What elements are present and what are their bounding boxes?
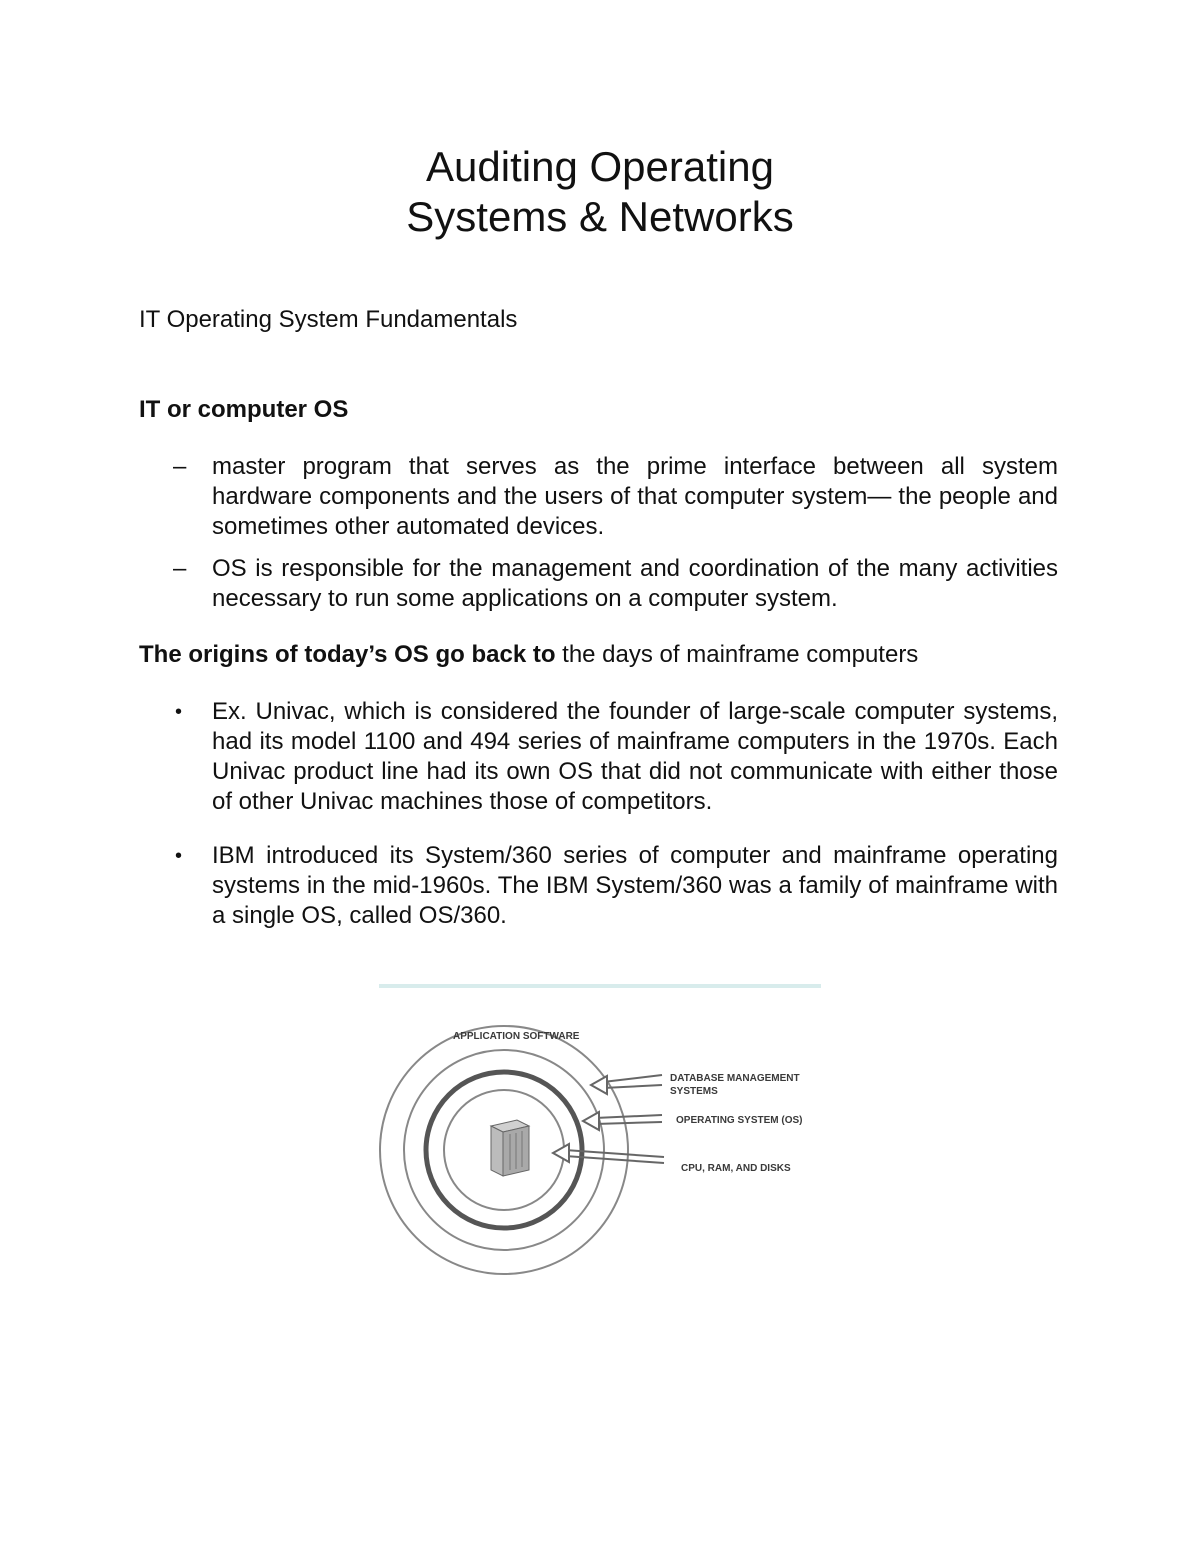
os-layers-svg — [379, 982, 821, 1302]
dash-list — [139, 452, 1058, 626]
arrow-hardware — [553, 1144, 664, 1163]
origins-rest-text: the days of mainframe computers — [555, 641, 919, 668]
dash-marker: – — [173, 453, 187, 480]
server-box-icon — [491, 1120, 529, 1176]
label-application-software: APPLICATION SOFTWARE — [453, 1031, 580, 1042]
label-dbms-line-1: DATABASE MANAGEMENT — [670, 1073, 800, 1084]
title-line-2: Systems & Networks — [406, 193, 794, 240]
title-line-1: Auditing Operating — [426, 143, 774, 190]
bullet-item-text: IBM introduced its System/360 series of computer and mainframe operating systems in the mid-1960s. The IBM System/360 was a family of mainframe with a single OS, called OS/360. — [212, 842, 1058, 929]
dash-item-text: master program that serves as the prime interface between all system hardware components and the users of that computer system— the people and sometimes other automated devices. — [212, 453, 1058, 540]
bullet-list-item — [139, 841, 1058, 931]
sub-heading: IT or computer OS — [139, 396, 349, 423]
section-heading: IT Operating System Fundamentals — [139, 306, 518, 333]
page-title — [0, 142, 1200, 242]
bullet-list — [139, 697, 1058, 955]
bullet-marker: • — [175, 845, 183, 867]
dash-item-text: OS is responsible for the management and coordination of the many activities necessary to run some applications on a computer system. — [212, 555, 1058, 612]
dash-list-item — [139, 554, 1058, 614]
bullet-item-text: Ex. Univac, which is considered the founder of large-scale computer systems, had its model 1100 and 494 series of mainframe computers in the 1970s. Each Univac product line had its own OS that did not communicate with either those of other Univac machines those of competitors. — [212, 698, 1058, 815]
label-cpu-ram-disks: CPU, RAM, AND DISKS — [681, 1163, 791, 1174]
bullet-marker: • — [175, 701, 183, 723]
dash-marker: – — [173, 555, 187, 582]
dash-list-item — [139, 452, 1058, 542]
bullet-list-item — [139, 697, 1058, 817]
origins-paragraph — [139, 640, 918, 670]
origins-bold-text: The origins of today’s OS go back to — [139, 641, 556, 668]
os-layers-diagram — [379, 982, 821, 1302]
label-operating-system: OPERATING SYSTEM (OS) — [676, 1115, 803, 1126]
arrow-dbms — [591, 1075, 662, 1094]
label-dbms-line-2: SYSTEMS — [670, 1086, 718, 1097]
